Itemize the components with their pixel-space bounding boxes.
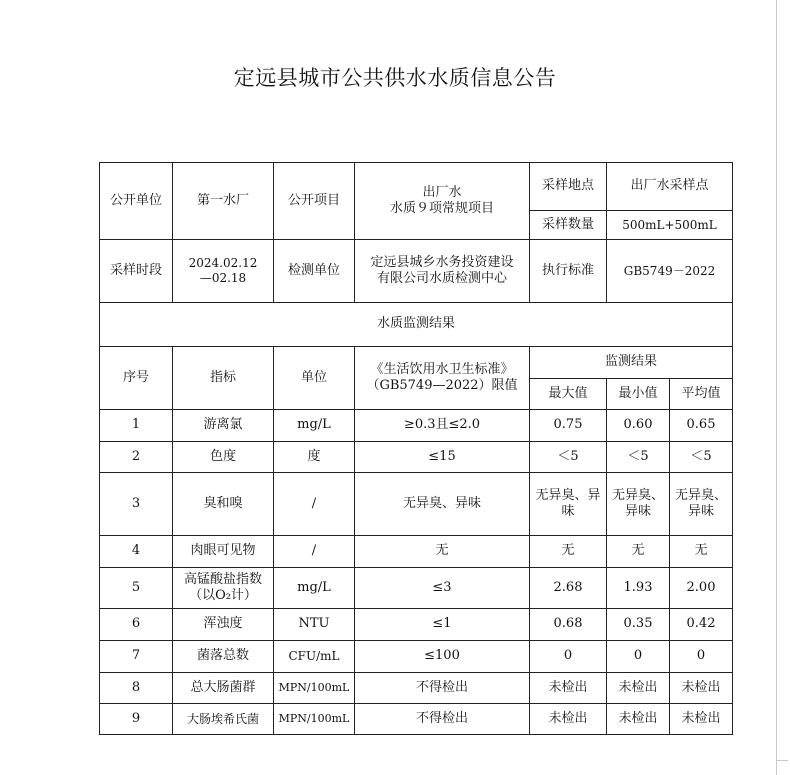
row-6-indicator: 浑浊度 [173,609,274,641]
row-7-unit: CFU/mL [274,641,355,673]
row-5-limit: ≤3 [355,568,530,609]
page-edge-tick [776,760,788,761]
row-3-indicator: 臭和嗅 [173,473,274,536]
row-3-max: 无异臭、异味 [530,473,607,536]
unit-label: 公开单位 [100,163,173,240]
row-7-indicator: 菌落总数 [173,641,274,673]
row-8-unit: MPN/100mL [274,673,355,704]
row-3-min: 无异臭、异味 [607,473,670,536]
lab-value [355,240,530,303]
water-quality-table [99,162,733,735]
row-9-unit: MPN/100mL [274,704,355,735]
page-edge-line [776,0,777,775]
standard-label: 执行标准 [530,240,607,303]
row-2-max: ＜5 [530,442,607,473]
row-9-avg: 未检出 [670,704,733,735]
row-7-avg: 0 [670,641,733,673]
row-5-min: 1.93 [607,568,670,609]
row-2-avg: ＜5 [670,442,733,473]
row-6-max: 0.68 [530,609,607,641]
row-9-limit: 不得检出 [355,704,530,735]
site-value: 出厂水采样点 [607,163,733,211]
row-4-avg: 无 [670,536,733,568]
col-min: 最小值 [607,379,670,410]
site-label: 采样地点 [530,163,607,211]
row-4-no: 4 [100,536,173,568]
row-5-max: 2.68 [530,568,607,609]
row-6-unit: NTU [274,609,355,641]
row-7-no: 7 [100,641,173,673]
row-3-unit: / [274,473,355,536]
item-label: 公开项目 [274,163,355,240]
row-9-max: 未检出 [530,704,607,735]
time-value-line2: —02.18 [199,271,247,285]
row-1-limit: ≥0.3且≤2.0 [355,410,530,442]
row-4-unit: / [274,536,355,568]
row-2-unit: 度 [274,442,355,473]
row-2-limit: ≤15 [355,442,530,473]
unit-value: 第一水厂 [173,163,274,240]
lab-value-line1: 定远县城乡水务投资建设 [370,254,514,270]
row-1-no: 1 [100,410,173,442]
row-5-no: 5 [100,568,173,609]
row-9-min: 未检出 [607,704,670,735]
row-8-min: 未检出 [607,673,670,704]
row-9-no: 9 [100,704,173,735]
row-1-avg: 0.65 [670,410,733,442]
col-limit-line2: （GB5749—2022）限值 [366,378,518,393]
qty-label: 采样数量 [530,211,607,240]
row-4-limit: 无 [355,536,530,568]
row-4-max: 无 [530,536,607,568]
row-6-min: 0.35 [607,609,670,641]
row-7-max: 0 [530,641,607,673]
row-1-min: 0.60 [607,410,670,442]
row-3-limit: 无异臭、异味 [355,473,530,536]
results-heading: 水质监测结果 [100,303,733,347]
row-5-avg: 2.00 [670,568,733,609]
col-monitor: 监测结果 [530,347,733,379]
row-8-avg: 未检出 [670,673,733,704]
row-1-unit: mg/L [274,410,355,442]
row-8-limit: 不得检出 [355,673,530,704]
row-5-unit: mg/L [274,568,355,609]
row-4-min: 无 [607,536,670,568]
page-title: 定远县城市公共供水水质信息公告 [233,66,557,90]
row-7-min: 0 [607,641,670,673]
row-8-indicator: 总大肠菌群 [173,673,274,704]
row-8-no: 8 [100,673,173,704]
row-6-avg: 0.42 [670,609,733,641]
item-value-line1: 出厂水 [422,184,462,200]
col-indicator: 指标 [173,347,274,410]
row-3-avg: 无异臭、异味 [670,473,733,536]
row-6-no: 6 [100,609,173,641]
row-2-no: 2 [100,442,173,473]
col-no: 序号 [100,347,173,410]
row-4-indicator: 肉眼可见物 [173,536,274,568]
row-9-indicator: 大肠埃希氏菌 [173,704,274,735]
row-3-no: 3 [100,473,173,536]
standard-value: GB5749－2022 [607,240,733,303]
col-limit-line1: 《生活饮用水卫生标准》 [370,361,514,377]
row-2-indicator: 色度 [173,442,274,473]
col-avg: 平均值 [670,379,733,410]
row-6-limit: ≤1 [355,609,530,641]
row-2-min: ＜5 [607,442,670,473]
col-unit: 单位 [274,347,355,410]
qty-value: 500mL+500mL [607,211,733,240]
row-1-max: 0.75 [530,410,607,442]
row-8-max: 未检出 [530,673,607,704]
col-limit [355,347,530,410]
row-1-indicator: 游离氯 [173,410,274,442]
item-value-line2: 水质９项常规项目 [389,201,494,216]
row-7-limit: ≤100 [355,641,530,673]
row-5-indicator: 高锰酸盐指数（以O₂计） [173,568,274,609]
time-value-line1: 2024.02.12 [188,256,258,270]
time-label: 采样时段 [100,240,173,303]
lab-label: 检测单位 [274,240,355,303]
item-value [355,163,530,240]
lab-value-line2: 有限公司水质检测中心 [376,271,507,286]
time-value [173,240,274,303]
col-max: 最大值 [530,379,607,410]
